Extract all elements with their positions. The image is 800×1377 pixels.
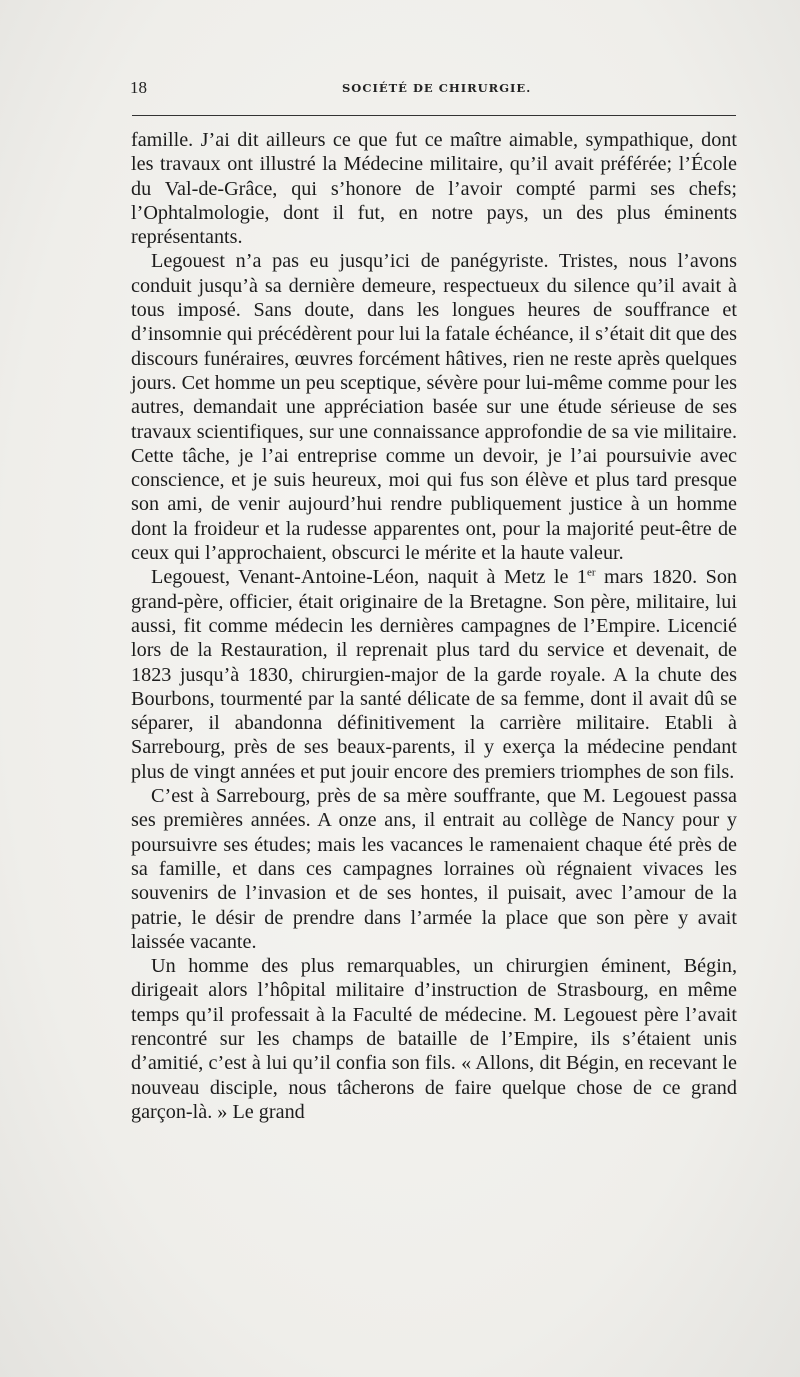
paragraph-5: Un homme des plus remarquables, un chirurgien éminent, Bégin, dirigeait alors l’hôpital militaire d’instruction de Strasbourg, en même temps qu’il professait à la Faculté de médecine. M. Legouest père l’avait rencontré sur les champs de bataille de l’Empire, ils s’étaient unis d’amitié, c’est à lui qu’il confia son fils. « Allons, dit Bégin, en recevant le nouveau disciple, nous tâcherons de faire quelque chose de ce grand garçon-là. » Le grand <box>131 955 737 1123</box>
paragraph-2: Legouest n’a pas eu jusqu’ici de panégyriste. Tristes, nous l’avons conduit jusqu’à sa dernière demeure, respectueux du silence qu’il avait à tous imposé. Sans doute, dans les longues heures de souffrance et d’insomnie qui précédèrent pour lui la fatale échéance, il s’était dit que des discours funéraires, œuvres forcément hâtives, rien ne reste après quelques jours. Cet homme un peu sceptique, sévère pour lui-même comme pour les autres, demandait une appréciation basée sur une étude sérieuse de ses travaux scientifiques, sur une connaissance approfondie de sa vie militaire. Cette tâche, je l’ai entreprise comme un devoir, je l’ai poursuivie avec conscience, et je suis heureux, moi qui fus son élève et plus tard presque son ami, de venir aujourd’hui rendre publiquement justice à un homme dont la froideur et la rudesse apparentes ont, pour la majorité peut-être de ceux qui l’approchaient, obscurci le mérite et la haute valeur. <box>131 250 737 565</box>
paragraph-3-text: Son grand-père, officier, était originaire de la Bretagne. Son père, militaire, lui aussi, fit comme médecin les dernières campagnes de l’Empire. Licencié lors de la Restauration, il reprenait plus tard du service et devenait, de 1823 jusqu’à 1830, chirurgien-major de la garde royale. A la chute des Bourbons, tourmenté par la santé délicate de sa femme, dont il avait dû se séparer, il abandonna définitivement la carrière militaire. Etabli à Sarrebourg, près de ses beaux-parents, il y exerça la médecine pendant plus de vingt années et put jouir encore des premiers triomphes de son fils. <box>131 566 738 783</box>
body-text <box>131 128 737 1124</box>
birth-sentence-after: mars 1820. <box>595 566 698 589</box>
birth-sentence-superscript: er <box>587 566 596 579</box>
paragraph-4: C’est à Sarrebourg, près de sa mère souffrante, que M. Legouest passa ses premières années. A onze ans, il entrait au collège de Nancy pour y poursuivre ses études; mais les vacances le ramenaient chaque été près de sa famille, et dans ces campagnes lorraines où régnaient vivaces les souvenirs de l’invasion et de ses hontes, il puisait, avec l’amour de la patrie, le désir de prendre dans l’armée la place que son père y avait laissée vacante. <box>131 785 737 953</box>
page-header <box>130 78 738 102</box>
running-title: SOCIÉTÉ DE CHIRURGIE. <box>342 81 532 95</box>
header-rule <box>132 115 736 116</box>
page-number: 18 <box>130 78 147 97</box>
paragraph-1: famille. J’ai dit ailleurs ce que fut ce maître aimable, sympathique, dont les travaux ont illustré la Médecine militaire, qu’il avait préférée; l’École du Val-de-Grâce, qui s’honore de l’avoir compté parmi ses chefs; l’Ophtalmologie, dont il fut, en notre pays, un des plus éminents représentants. <box>131 129 737 249</box>
birth-sentence-before: Legouest, Venant-Antoine-Léon, naquit à Metz le 1 <box>151 566 588 589</box>
paragraph-3 <box>131 565 737 784</box>
